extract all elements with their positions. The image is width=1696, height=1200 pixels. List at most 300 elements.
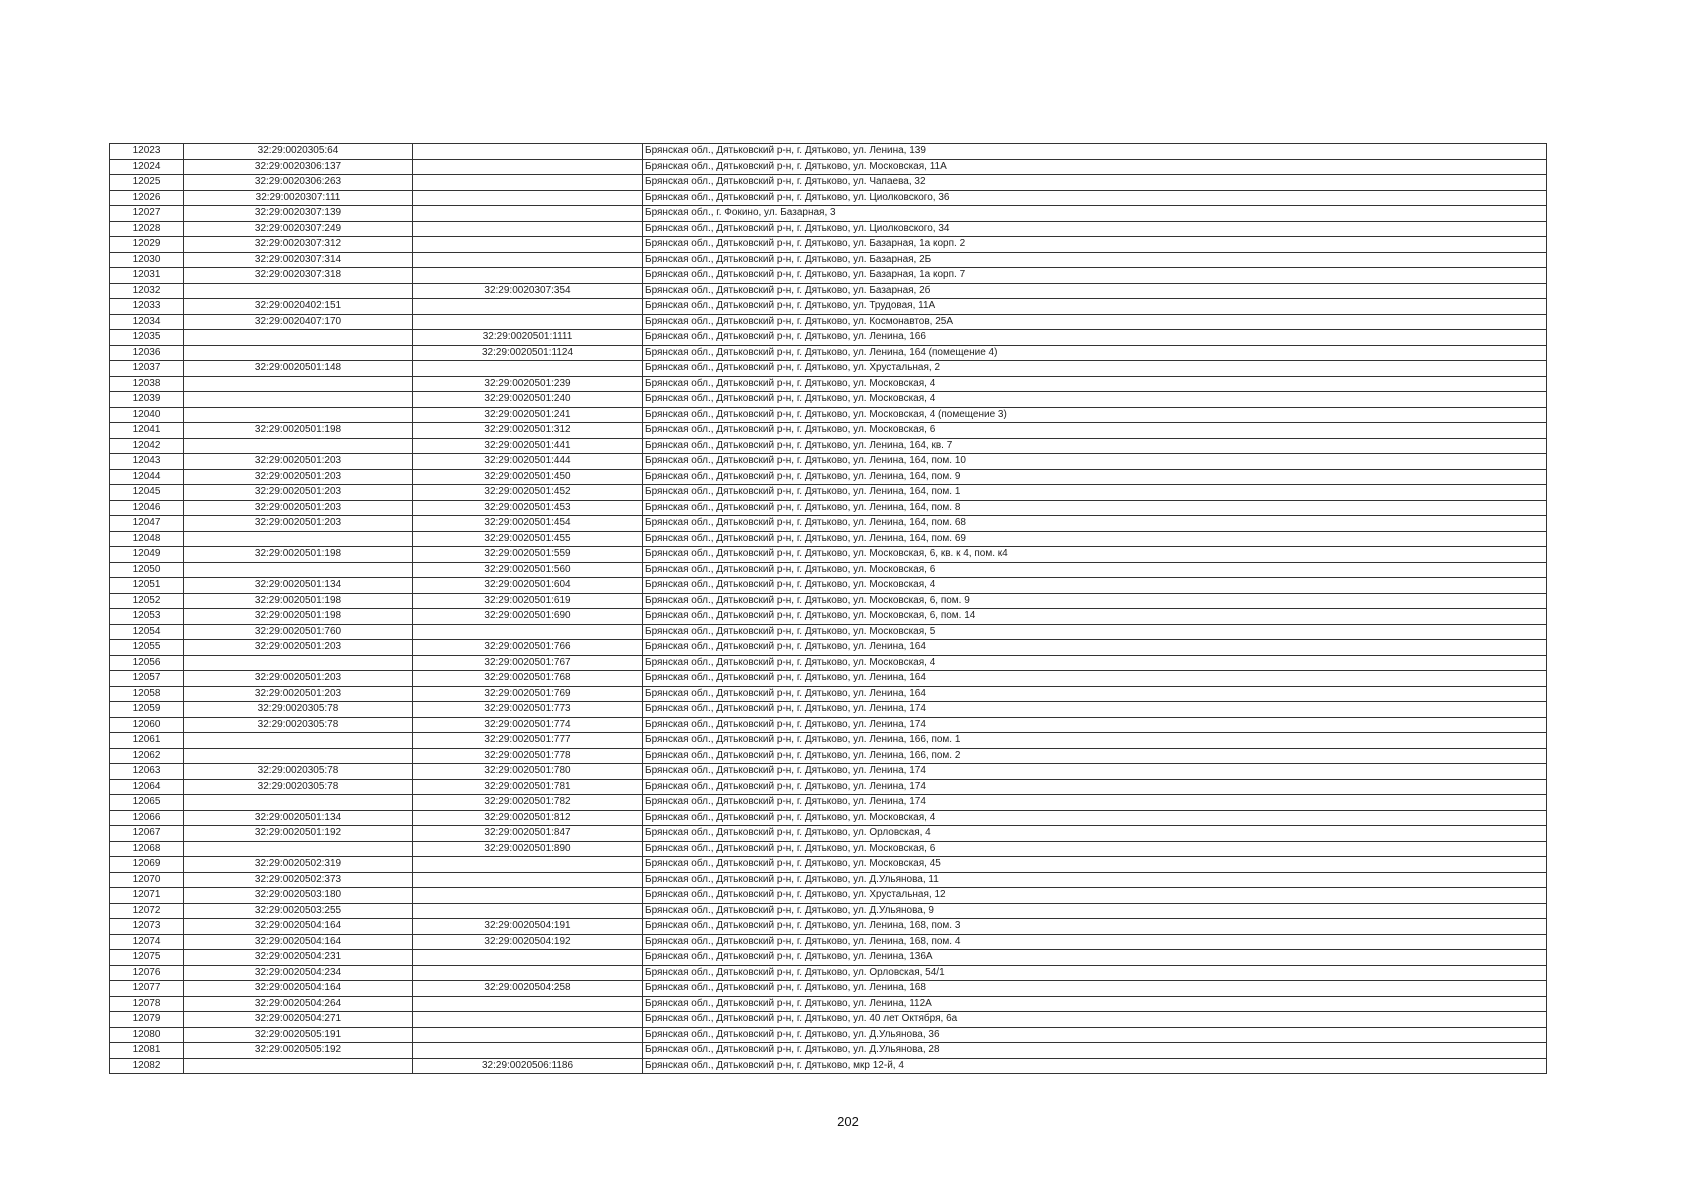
row-number-cell: 12052 <box>110 593 184 609</box>
table-row <box>110 733 1547 749</box>
object-cadastral-number-cell: 32:29:0020501:780 <box>413 764 643 780</box>
address-cell: Брянская обл., Дятьковский р-н, г. Дятьково, ул. Д.Ульянова, 36 <box>643 1027 1547 1043</box>
row-number-cell: 12064 <box>110 779 184 795</box>
object-cadastral-number-cell: 32:29:0020501:777 <box>413 733 643 749</box>
table-row <box>110 1043 1547 1059</box>
cadastral-number-cell: 32:29:0020505:191 <box>184 1027 413 1043</box>
table-row <box>110 1012 1547 1028</box>
object-cadastral-number-cell: 32:29:0020501:767 <box>413 655 643 671</box>
cadastral-number-cell: 32:29:0020307:139 <box>184 206 413 222</box>
page-number: 202 <box>837 1114 859 1129</box>
table-row <box>110 779 1547 795</box>
address-cell: Брянская обл., Дятьковский р-н, г. Дятьково, ул. 40 лет Октября, 6а <box>643 1012 1547 1028</box>
table-row <box>110 438 1547 454</box>
table-row <box>110 283 1547 299</box>
object-cadastral-number-cell: 32:29:0020501:560 <box>413 562 643 578</box>
object-cadastral-number-cell: 32:29:0020501:769 <box>413 686 643 702</box>
table-row <box>110 655 1547 671</box>
object-cadastral-number-cell: 32:29:0020504:258 <box>413 981 643 997</box>
address-cell: Брянская обл., Дятьковский р-н, г. Дятьково, ул. Московская, 6 <box>643 562 1547 578</box>
row-number-cell: 12023 <box>110 144 184 160</box>
object-cadastral-number-cell: 32:29:0020501:559 <box>413 547 643 563</box>
table-row <box>110 159 1547 175</box>
table-row <box>110 1058 1547 1074</box>
row-number-cell: 12030 <box>110 252 184 268</box>
cadastral-number-cell: 32:29:0020501:203 <box>184 500 413 516</box>
address-cell: Брянская обл., Дятьковский р-н, г. Дятьково, ул. Ленина, 168 <box>643 981 1547 997</box>
table-row <box>110 702 1547 718</box>
cadastral-number-cell: 32:29:0020504:231 <box>184 950 413 966</box>
row-number-cell: 12036 <box>110 345 184 361</box>
table-row <box>110 252 1547 268</box>
address-cell: Брянская обл., Дятьковский р-н, г. Дятьково, ул. Ленина, 139 <box>643 144 1547 160</box>
address-cell: Брянская обл., Дятьковский р-н, г. Дятьково, ул. Базарная, 1а корп. 2 <box>643 237 1547 253</box>
object-cadastral-number-cell: 32:29:0020501:450 <box>413 469 643 485</box>
address-cell: Брянская обл., Дятьковский р-н, г. Дятьково, ул. Ленина, 164, пом. 10 <box>643 454 1547 470</box>
address-cell: Брянская обл., Дятьковский р-н, г. Дятьково, ул. Д.Ульянова, 11 <box>643 872 1547 888</box>
table-row <box>110 934 1547 950</box>
address-cell: Брянская обл., Дятьковский р-н, г. Дятьково, ул. Московская, 6, пом. 14 <box>643 609 1547 625</box>
cadastral-number-cell: 32:29:0020307:314 <box>184 252 413 268</box>
address-cell: Брянская обл., Дятьковский р-н, г. Дятьково, ул. Московская, 11А <box>643 159 1547 175</box>
table-row <box>110 268 1547 284</box>
table-row <box>110 826 1547 842</box>
table-row <box>110 903 1547 919</box>
cadastral-number-cell <box>184 841 413 857</box>
cadastral-number-cell: 32:29:0020307:111 <box>184 190 413 206</box>
cadastral-number-cell: 32:29:0020501:203 <box>184 516 413 532</box>
address-cell: Брянская обл., Дятьковский р-н, г. Дятьково, ул. Ленина, 166, пом. 1 <box>643 733 1547 749</box>
row-number-cell: 12078 <box>110 996 184 1012</box>
cadastral-number-cell <box>184 330 413 346</box>
row-number-cell: 12080 <box>110 1027 184 1043</box>
row-number-cell: 12038 <box>110 376 184 392</box>
row-number-cell: 12059 <box>110 702 184 718</box>
row-number-cell: 12039 <box>110 392 184 408</box>
object-cadastral-number-cell <box>413 361 643 377</box>
table-row <box>110 407 1547 423</box>
cadastral-number-cell: 32:29:0020503:180 <box>184 888 413 904</box>
row-number-cell: 12067 <box>110 826 184 842</box>
address-cell: Брянская обл., Дятьковский р-н, г. Дятьково, ул. Ленина, 164 <box>643 640 1547 656</box>
cadastral-number-cell: 32:29:0020501:203 <box>184 671 413 687</box>
row-number-cell: 12046 <box>110 500 184 516</box>
cadastral-number-cell <box>184 748 413 764</box>
object-cadastral-number-cell <box>413 175 643 191</box>
cadastral-number-cell <box>184 283 413 299</box>
table-row <box>110 531 1547 547</box>
row-number-cell: 12026 <box>110 190 184 206</box>
table-row <box>110 345 1547 361</box>
object-cadastral-number-cell: 32:29:0020501:441 <box>413 438 643 454</box>
cadastral-number-cell <box>184 655 413 671</box>
cadastral-number-cell: 32:29:0020307:318 <box>184 268 413 284</box>
address-cell: Брянская обл., Дятьковский р-н, г. Дятьково, ул. Московская, 6, пом. 9 <box>643 593 1547 609</box>
row-number-cell: 12065 <box>110 795 184 811</box>
address-cell: Брянская обл., Дятьковский р-н, г. Дятьково, ул. Московская, 5 <box>643 624 1547 640</box>
table-row <box>110 361 1547 377</box>
object-cadastral-number-cell: 32:29:0020501:774 <box>413 717 643 733</box>
address-cell: Брянская обл., Дятьковский р-н, г. Дятьково, ул. Д.Ульянова, 9 <box>643 903 1547 919</box>
table-row <box>110 206 1547 222</box>
address-cell: Брянская обл., Дятьковский р-н, г. Дятьково, ул. Орловская, 54/1 <box>643 965 1547 981</box>
row-number-cell: 12048 <box>110 531 184 547</box>
address-cell: Брянская обл., Дятьковский р-н, г. Дятьково, ул. Ленина, 168, пом. 4 <box>643 934 1547 950</box>
row-number-cell: 12049 <box>110 547 184 563</box>
row-number-cell: 12066 <box>110 810 184 826</box>
row-number-cell: 12055 <box>110 640 184 656</box>
cadastral-number-cell: 32:29:0020501:198 <box>184 547 413 563</box>
table-row <box>110 376 1547 392</box>
cadastral-number-cell: 32:29:0020501:203 <box>184 469 413 485</box>
object-cadastral-number-cell: 32:29:0020501:812 <box>413 810 643 826</box>
object-cadastral-number-cell <box>413 252 643 268</box>
address-cell: Брянская обл., Дятьковский р-н, г. Дятьково, ул. Московская, 6, кв. к 4, пом. к4 <box>643 547 1547 563</box>
object-cadastral-number-cell: 32:29:0020501:240 <box>413 392 643 408</box>
object-cadastral-number-cell: 32:29:0020504:191 <box>413 919 643 935</box>
object-cadastral-number-cell: 32:29:0020501:690 <box>413 609 643 625</box>
object-cadastral-number-cell <box>413 159 643 175</box>
cadastral-number-cell <box>184 407 413 423</box>
cadastral-number-cell: 32:29:0020504:164 <box>184 981 413 997</box>
table-row <box>110 314 1547 330</box>
address-cell: Брянская обл., Дятьковский р-н, г. Дятьково, ул. Ленина, 164, пом. 69 <box>643 531 1547 547</box>
object-cadastral-number-cell: 32:29:0020501:766 <box>413 640 643 656</box>
row-number-cell: 12068 <box>110 841 184 857</box>
table-row <box>110 454 1547 470</box>
cadastral-number-cell <box>184 562 413 578</box>
cadastral-number-cell: 32:29:0020501:203 <box>184 686 413 702</box>
row-number-cell: 12041 <box>110 423 184 439</box>
object-cadastral-number-cell: 32:29:0020307:354 <box>413 283 643 299</box>
object-cadastral-number-cell: 32:29:0020501:1124 <box>413 345 643 361</box>
cadastral-number-cell: 32:29:0020501:198 <box>184 423 413 439</box>
object-cadastral-number-cell: 32:29:0020501:773 <box>413 702 643 718</box>
row-number-cell: 12056 <box>110 655 184 671</box>
table-row <box>110 1027 1547 1043</box>
cadastral-number-cell <box>184 392 413 408</box>
table-row <box>110 392 1547 408</box>
table-row <box>110 562 1547 578</box>
address-cell: Брянская обл., Дятьковский р-н, г. Дятьково, ул. Ленина, 164, пом. 68 <box>643 516 1547 532</box>
object-cadastral-number-cell <box>413 268 643 284</box>
row-number-cell: 12037 <box>110 361 184 377</box>
address-cell: Брянская обл., Дятьковский р-н, г. Дятьково, ул. Ленина, 112А <box>643 996 1547 1012</box>
address-cell: Брянская обл., Дятьковский р-н, г. Дятьково, ул. Базарная, 1а корп. 7 <box>643 268 1547 284</box>
row-number-cell: 12057 <box>110 671 184 687</box>
table-row <box>110 423 1547 439</box>
table-row <box>110 237 1547 253</box>
object-cadastral-number-cell <box>413 857 643 873</box>
address-cell: Брянская обл., Дятьковский р-н, г. Дятьково, ул. Базарная, 2б <box>643 283 1547 299</box>
table-row <box>110 872 1547 888</box>
table-row <box>110 190 1547 206</box>
address-cell: Брянская обл., Дятьковский р-н, г. Дятьково, ул. Ленина, 164, пом. 1 <box>643 485 1547 501</box>
address-cell: Брянская обл., Дятьковский р-н, г. Дятьково, ул. Московская, 4 <box>643 376 1547 392</box>
table-body <box>110 144 1547 1074</box>
object-cadastral-number-cell <box>413 206 643 222</box>
table-row <box>110 996 1547 1012</box>
row-number-cell: 12075 <box>110 950 184 966</box>
cadastral-number-cell: 32:29:0020505:192 <box>184 1043 413 1059</box>
table-row <box>110 330 1547 346</box>
cadastral-number-cell: 32:29:0020501:203 <box>184 454 413 470</box>
row-number-cell: 12077 <box>110 981 184 997</box>
row-number-cell: 12042 <box>110 438 184 454</box>
cadastral-number-cell: 32:29:0020306:263 <box>184 175 413 191</box>
address-cell: Брянская обл., Дятьковский р-н, г. Дятьково, ул. Ленина, 174 <box>643 764 1547 780</box>
cadastral-number-cell: 32:29:0020305:78 <box>184 764 413 780</box>
cadastral-number-cell: 32:29:0020504:164 <box>184 919 413 935</box>
object-cadastral-number-cell: 32:29:0020501:1111 <box>413 330 643 346</box>
object-cadastral-number-cell: 32:29:0020501:604 <box>413 578 643 594</box>
address-cell: Брянская обл., Дятьковский р-н, г. Дятьково, ул. Ленина, 164, пом. 9 <box>643 469 1547 485</box>
cadastral-number-cell <box>184 733 413 749</box>
cadastral-number-cell: 32:29:0020503:255 <box>184 903 413 919</box>
object-cadastral-number-cell: 32:29:0020501:768 <box>413 671 643 687</box>
cadastral-number-cell: 32:29:0020306:137 <box>184 159 413 175</box>
row-number-cell: 12033 <box>110 299 184 315</box>
table-row <box>110 764 1547 780</box>
row-number-cell: 12054 <box>110 624 184 640</box>
object-cadastral-number-cell <box>413 1027 643 1043</box>
address-cell: Брянская обл., Дятьковский р-н, г. Дятьково, ул. Трудовая, 11А <box>643 299 1547 315</box>
object-cadastral-number-cell: 32:29:0020501:444 <box>413 454 643 470</box>
row-number-cell: 12074 <box>110 934 184 950</box>
address-cell: Брянская обл., Дятьковский р-н, г. Дятьково, ул. Ленина, 164 <box>643 671 1547 687</box>
cadastral-number-cell: 32:29:0020407:170 <box>184 314 413 330</box>
row-number-cell: 12027 <box>110 206 184 222</box>
table-row <box>110 841 1547 857</box>
object-cadastral-number-cell <box>413 144 643 160</box>
cadastral-number-cell: 32:29:0020501:198 <box>184 593 413 609</box>
object-cadastral-number-cell <box>413 624 643 640</box>
object-cadastral-number-cell: 32:29:0020501:239 <box>413 376 643 392</box>
object-cadastral-number-cell <box>413 299 643 315</box>
table-row <box>110 950 1547 966</box>
table-row <box>110 748 1547 764</box>
object-cadastral-number-cell <box>413 950 643 966</box>
object-cadastral-number-cell <box>413 888 643 904</box>
address-cell: Брянская обл., Дятьковский р-н, г. Дятьково, ул. Московская, 4 (помещение 3) <box>643 407 1547 423</box>
object-cadastral-number-cell: 32:29:0020506:1186 <box>413 1058 643 1074</box>
row-number-cell: 12045 <box>110 485 184 501</box>
object-cadastral-number-cell: 32:29:0020501:454 <box>413 516 643 532</box>
table-row <box>110 888 1547 904</box>
address-cell: Брянская обл., Дятьковский р-н, г. Дятьково, ул. Московская, 6 <box>643 423 1547 439</box>
table-row <box>110 593 1547 609</box>
row-number-cell: 12029 <box>110 237 184 253</box>
table-row <box>110 299 1547 315</box>
row-number-cell: 12043 <box>110 454 184 470</box>
cadastral-number-cell: 32:29:0020504:264 <box>184 996 413 1012</box>
address-cell: Брянская обл., Дятьковский р-н, г. Дятьково, ул. Ленина, 174 <box>643 702 1547 718</box>
object-cadastral-number-cell <box>413 996 643 1012</box>
cadastral-number-cell: 32:29:0020504:271 <box>184 1012 413 1028</box>
object-cadastral-number-cell: 32:29:0020501:781 <box>413 779 643 795</box>
cadastral-number-cell <box>184 1058 413 1074</box>
address-cell: Брянская обл., Дятьковский р-н, г. Дятьково, ул. Хрустальная, 2 <box>643 361 1547 377</box>
cadastral-number-cell: 32:29:0020501:192 <box>184 826 413 842</box>
address-cell: Брянская обл., Дятьковский р-н, г. Дятьково, ул. Чапаева, 32 <box>643 175 1547 191</box>
table-row <box>110 717 1547 733</box>
address-cell: Брянская обл., Дятьковский р-н, г. Дятьково, ул. Ленина, 174 <box>643 795 1547 811</box>
address-cell: Брянская обл., Дятьковский р-н, г. Дятьково, ул. Ленина, 164 <box>643 686 1547 702</box>
row-number-cell: 12058 <box>110 686 184 702</box>
row-number-cell: 12047 <box>110 516 184 532</box>
row-number-cell: 12063 <box>110 764 184 780</box>
table-row <box>110 516 1547 532</box>
cadastral-number-cell: 32:29:0020305:64 <box>184 144 413 160</box>
object-cadastral-number-cell: 32:29:0020501:312 <box>413 423 643 439</box>
address-cell: Брянская обл., Дятьковский р-н, г. Дятьково, ул. Ленина, 174 <box>643 779 1547 795</box>
object-cadastral-number-cell: 32:29:0020501:778 <box>413 748 643 764</box>
object-cadastral-number-cell: 32:29:0020501:619 <box>413 593 643 609</box>
row-number-cell: 12035 <box>110 330 184 346</box>
row-number-cell: 12072 <box>110 903 184 919</box>
object-cadastral-number-cell: 32:29:0020501:241 <box>413 407 643 423</box>
object-cadastral-number-cell: 32:29:0020501:782 <box>413 795 643 811</box>
object-cadastral-number-cell <box>413 1012 643 1028</box>
object-cadastral-number-cell <box>413 221 643 237</box>
row-number-cell: 12071 <box>110 888 184 904</box>
row-number-cell: 12034 <box>110 314 184 330</box>
address-cell: Брянская обл., Дятьковский р-н, г. Дятьково, ул. Базарная, 2Б <box>643 252 1547 268</box>
table-row <box>110 221 1547 237</box>
row-number-cell: 12081 <box>110 1043 184 1059</box>
row-number-cell: 12024 <box>110 159 184 175</box>
cadastral-number-cell: 32:29:0020305:78 <box>184 779 413 795</box>
row-number-cell: 12079 <box>110 1012 184 1028</box>
row-number-cell: 12053 <box>110 609 184 625</box>
cadastral-number-cell: 32:29:0020502:319 <box>184 857 413 873</box>
registry-table <box>109 143 1547 1074</box>
table-row <box>110 857 1547 873</box>
row-number-cell: 12069 <box>110 857 184 873</box>
cadastral-number-cell: 32:29:0020501:148 <box>184 361 413 377</box>
row-number-cell: 12040 <box>110 407 184 423</box>
table-row <box>110 640 1547 656</box>
object-cadastral-number-cell <box>413 190 643 206</box>
object-cadastral-number-cell: 32:29:0020501:847 <box>413 826 643 842</box>
row-number-cell: 12028 <box>110 221 184 237</box>
row-number-cell: 12060 <box>110 717 184 733</box>
object-cadastral-number-cell <box>413 872 643 888</box>
address-cell: Брянская обл., Дятьковский р-н, г. Дятьково, ул. Ленина, 166, пом. 2 <box>643 748 1547 764</box>
cadastral-number-cell: 32:29:0020305:78 <box>184 702 413 718</box>
table-row <box>110 981 1547 997</box>
row-number-cell: 12073 <box>110 919 184 935</box>
address-cell: Брянская обл., Дятьковский р-н, г. Дятьково, ул. Ленина, 136А <box>643 950 1547 966</box>
cadastral-number-cell: 32:29:0020504:234 <box>184 965 413 981</box>
row-number-cell: 12076 <box>110 965 184 981</box>
object-cadastral-number-cell: 32:29:0020501:453 <box>413 500 643 516</box>
address-cell: Брянская обл., Дятьковский р-н, г. Дятьково, ул. Ленина, 174 <box>643 717 1547 733</box>
address-cell: Брянская обл., Дятьковский р-н, г. Дятьково, ул. Циолковского, 34 <box>643 221 1547 237</box>
address-cell: Брянская обл., Дятьковский р-н, г. Дятьково, ул. Циолковского, 36 <box>643 190 1547 206</box>
cadastral-number-cell: 32:29:0020501:134 <box>184 578 413 594</box>
address-cell: Брянская обл., Дятьковский р-н, г. Дятьково, ул. Орловская, 4 <box>643 826 1547 842</box>
address-cell: Брянская обл., г. Фокино, ул. Базарная, 3 <box>643 206 1547 222</box>
row-number-cell: 12032 <box>110 283 184 299</box>
cadastral-number-cell <box>184 376 413 392</box>
cadastral-number-cell: 32:29:0020307:249 <box>184 221 413 237</box>
address-cell: Брянская обл., Дятьковский р-н, г. Дятьково, ул. Московская, 4 <box>643 810 1547 826</box>
object-cadastral-number-cell: 32:29:0020501:890 <box>413 841 643 857</box>
table-row <box>110 810 1547 826</box>
address-cell: Брянская обл., Дятьковский р-н, г. Дятьково, ул. Московская, 4 <box>643 392 1547 408</box>
address-cell: Брянская обл., Дятьковский р-н, г. Дятьково, ул. Московская, 6 <box>643 841 1547 857</box>
table-row <box>110 965 1547 981</box>
object-cadastral-number-cell <box>413 237 643 253</box>
row-number-cell: 12031 <box>110 268 184 284</box>
object-cadastral-number-cell <box>413 903 643 919</box>
address-cell: Брянская обл., Дятьковский р-н, г. Дятьково, ул. Космонавтов, 25А <box>643 314 1547 330</box>
table-row <box>110 686 1547 702</box>
cadastral-number-cell: 32:29:0020501:760 <box>184 624 413 640</box>
table-row <box>110 609 1547 625</box>
cadastral-number-cell: 32:29:0020502:373 <box>184 872 413 888</box>
table-row <box>110 500 1547 516</box>
object-cadastral-number-cell <box>413 965 643 981</box>
object-cadastral-number-cell: 32:29:0020501:452 <box>413 485 643 501</box>
table-row <box>110 469 1547 485</box>
address-cell: Брянская обл., Дятьковский р-н, г. Дятьково, ул. Ленина, 164, кв. 7 <box>643 438 1547 454</box>
cadastral-number-cell: 32:29:0020504:164 <box>184 934 413 950</box>
table-row <box>110 919 1547 935</box>
table-row <box>110 144 1547 160</box>
address-cell: Брянская обл., Дятьковский р-н, г. Дятьково, ул. Московская, 45 <box>643 857 1547 873</box>
address-cell: Брянская обл., Дятьковский р-н, г. Дятьково, ул. Ленина, 164, пом. 8 <box>643 500 1547 516</box>
table-row <box>110 795 1547 811</box>
cadastral-number-cell: 32:29:0020501:203 <box>184 640 413 656</box>
address-cell: Брянская обл., Дятьковский р-н, г. Дятьково, ул. Московская, 4 <box>643 578 1547 594</box>
row-number-cell: 12061 <box>110 733 184 749</box>
row-number-cell: 12062 <box>110 748 184 764</box>
cadastral-number-cell: 32:29:0020501:203 <box>184 485 413 501</box>
object-cadastral-number-cell <box>413 314 643 330</box>
cadastral-number-cell: 32:29:0020501:198 <box>184 609 413 625</box>
address-cell: Брянская обл., Дятьковский р-н, г. Дятьково, мкр 12-й, 4 <box>643 1058 1547 1074</box>
table-row <box>110 485 1547 501</box>
object-cadastral-number-cell: 32:29:0020501:455 <box>413 531 643 547</box>
cadastral-number-cell: 32:29:0020307:312 <box>184 237 413 253</box>
address-cell: Брянская обл., Дятьковский р-н, г. Дятьково, ул. Ленина, 164 (помещение 4) <box>643 345 1547 361</box>
cadastral-number-cell: 32:29:0020501:134 <box>184 810 413 826</box>
object-cadastral-number-cell <box>413 1043 643 1059</box>
table-row <box>110 547 1547 563</box>
row-number-cell: 12051 <box>110 578 184 594</box>
cadastral-number-cell <box>184 795 413 811</box>
row-number-cell: 12025 <box>110 175 184 191</box>
table-row <box>110 624 1547 640</box>
row-number-cell: 12044 <box>110 469 184 485</box>
cadastral-number-cell: 32:29:0020305:78 <box>184 717 413 733</box>
address-cell: Брянская обл., Дятьковский р-н, г. Дятьково, ул. Московская, 4 <box>643 655 1547 671</box>
cadastral-number-cell <box>184 438 413 454</box>
cadastral-number-cell <box>184 531 413 547</box>
address-cell: Брянская обл., Дятьковский р-н, г. Дятьково, ул. Ленина, 168, пом. 3 <box>643 919 1547 935</box>
table-row <box>110 671 1547 687</box>
table-row <box>110 175 1547 191</box>
address-cell: Брянская обл., Дятьковский р-н, г. Дятьково, ул. Д.Ульянова, 28 <box>643 1043 1547 1059</box>
address-cell: Брянская обл., Дятьковский р-н, г. Дятьково, ул. Ленина, 166 <box>643 330 1547 346</box>
cadastral-number-cell: 32:29:0020402:151 <box>184 299 413 315</box>
address-cell: Брянская обл., Дятьковский р-н, г. Дятьково, ул. Хрустальная, 12 <box>643 888 1547 904</box>
object-cadastral-number-cell: 32:29:0020504:192 <box>413 934 643 950</box>
row-number-cell: 12070 <box>110 872 184 888</box>
row-number-cell: 12050 <box>110 562 184 578</box>
